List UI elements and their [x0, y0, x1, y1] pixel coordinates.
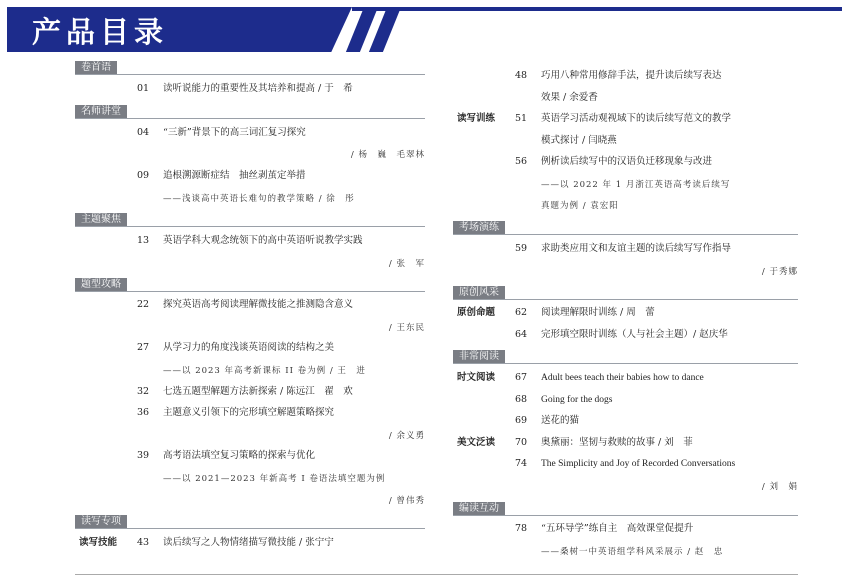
category-label: 读写技能: [79, 537, 118, 548]
toc-subtitle: ——以 2023 年高考新课标 II 卷为例 / 王 进: [163, 366, 366, 376]
toc-author: / 曾伟秀: [388, 496, 425, 506]
section-header: 原创风采: [453, 286, 798, 300]
section-header: 非常阅读: [453, 350, 798, 364]
page-title: 产品目录: [32, 15, 169, 49]
toc-author: / 杨 巍 毛翠林: [350, 150, 425, 160]
section-header: 编读互动: [453, 502, 798, 516]
toc-author: / 刘 娟: [761, 482, 798, 492]
section-header: 题型攻略: [75, 278, 425, 292]
bottom-rule: [75, 574, 798, 575]
toc-subtitle: 真题为例 / 袁宏阳: [541, 201, 619, 211]
section-header: 名师讲堂: [75, 105, 425, 119]
section-header: 读写专项: [75, 515, 425, 529]
section-header: 卷首语: [75, 61, 425, 75]
category-label: 原创命题: [457, 307, 496, 318]
toc-author: / 于秀娜: [761, 267, 798, 277]
section-header: 考场演练: [453, 221, 798, 235]
toc-subtitle: ——桑树一中英语组学科风采展示 / 赵 忠: [541, 547, 724, 557]
toc-author: / 王东民: [388, 323, 425, 333]
section-header: 主题聚焦: [75, 213, 425, 227]
category-label: 时文阅读: [457, 372, 496, 383]
category-label: 读写训练: [457, 113, 496, 124]
toc-author: / 张 军: [388, 259, 425, 269]
toc-author: / 余义勇: [388, 431, 425, 441]
top-rule: [352, 7, 842, 11]
toc-subtitle: ——以 2022 年 1 月浙江英语高考读后续写: [541, 180, 731, 190]
category-label: 美文泛读: [457, 437, 496, 448]
toc-subtitle: ——浅谈高中英语长难句的教学策略 / 徐 彤: [163, 194, 355, 204]
toc-subtitle: ——以 2021—2023 年新高考 I 卷语法填空题为例: [163, 474, 386, 484]
